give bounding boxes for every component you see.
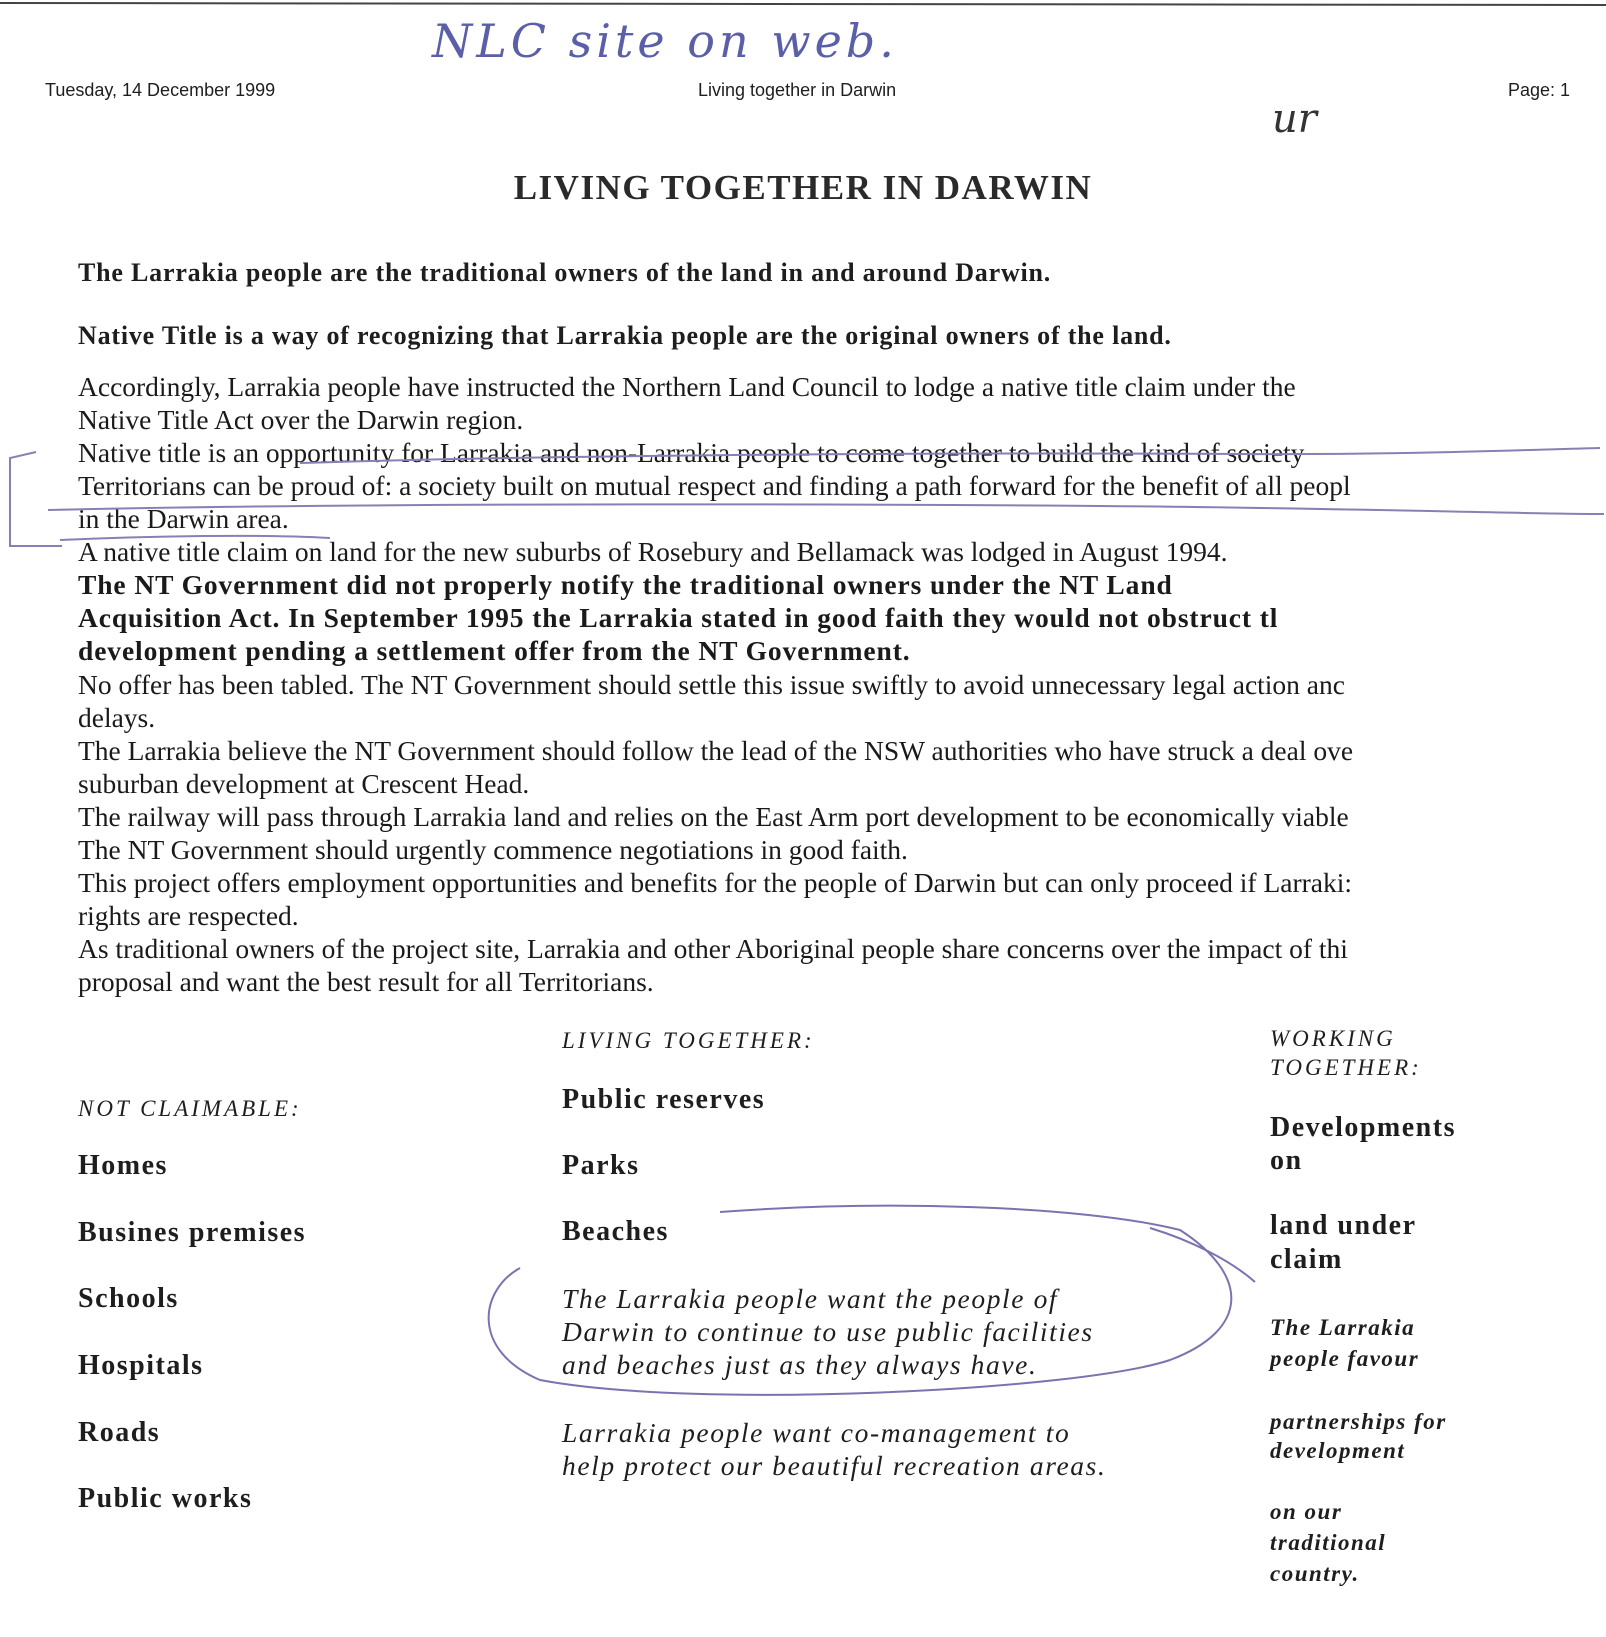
working-together-note: partnerships for — [1270, 1409, 1447, 1434]
body-line: proposal and want the best result for all Territorians. — [78, 966, 654, 997]
working-together-heading: WORKING — [1270, 1026, 1396, 1051]
handwritten-note: NLC site on web. — [432, 14, 898, 68]
not-claimable-item: Schools — [78, 1283, 179, 1314]
lead-line-1: The Larrakia people are the traditional owners of the land in and around Darwin. — [78, 258, 1052, 287]
working-together-item: on — [1270, 1145, 1303, 1176]
circle-mark — [1150, 1228, 1255, 1282]
body-line: As traditional owners of the project site, Larrakia and other Aboriginal people share concerns over the impact of thi — [78, 933, 1348, 964]
working-together-item: claim — [1270, 1244, 1343, 1275]
header-page-number: Page: 1 — [1508, 80, 1571, 100]
body-line: The NT Government should urgently commence negotiations in good faith. — [78, 834, 908, 865]
working-together-item: land under — [1270, 1210, 1417, 1241]
body-line-bold: development pending a settlement offer from the NT Government. — [78, 635, 911, 666]
working-together-item: Developments — [1270, 1112, 1456, 1143]
body-line: in the Darwin area. — [78, 503, 289, 534]
living-together-para-line: and beaches just as they always have. — [562, 1349, 1038, 1380]
body-line: This project offers employment opportunities and benefits for the people of Darwin but can only proceed if Larraki: — [78, 867, 1353, 898]
not-claimable-item: Public works — [78, 1483, 253, 1514]
body-line: Territorians can be proud of: a society built on mutual respect and finding a path forward for the benefit of all peopl — [78, 470, 1351, 501]
working-together-note: The Larrakia — [1270, 1315, 1416, 1340]
living-together-para-line: The Larrakia people want the people of — [562, 1283, 1059, 1314]
body-line: delays. — [78, 702, 156, 733]
margin-bracket — [10, 452, 62, 546]
not-claimable-item: Hospitals — [78, 1350, 204, 1381]
handwritten-initials: ur — [1272, 96, 1317, 142]
body-line: The railway will pass through Larrakia land and relies on the East Arm port development to be economically viable — [78, 801, 1349, 832]
living-together-para-line: help protect our beautiful recreation areas. — [562, 1450, 1107, 1481]
not-claimable-item: Homes — [78, 1150, 168, 1181]
lead-line-2: Native Title is a way of recognizing that Larrakia people are the original owners of the land. — [78, 321, 1172, 350]
body-line-bold: The NT Government did not properly notify the traditional owners under the NT Land — [78, 569, 1173, 600]
body-line: rights are respected. — [78, 900, 299, 931]
living-together-para-line: Darwin to continue to use public facilities — [562, 1316, 1094, 1347]
living-together-heading: LIVING TOGETHER: — [562, 1028, 815, 1053]
working-together-note: country. — [1270, 1561, 1360, 1586]
working-together-note: development — [1270, 1438, 1406, 1463]
working-together-heading: TOGETHER: — [1270, 1055, 1422, 1080]
living-together-item: Parks — [562, 1150, 640, 1181]
body-line: Native Title Act over the Darwin region. — [78, 404, 524, 435]
living-together-item: Beaches — [562, 1216, 669, 1247]
body-line: Native title is an opportunity for Larrakia and non-Larrakia people to come together to build the kind of society — [78, 437, 1305, 468]
body-line-bold: Acquisition Act. In September 1995 the Larrakia stated in good faith they would not obstruct tl — [78, 602, 1279, 633]
body-line: A native title claim on land for the new suburbs of Rosebury and Bellamack was lodged in August 1994. — [78, 536, 1228, 567]
living-together-para-line: Larrakia people want co-management to — [562, 1417, 1071, 1448]
working-together-note: traditional — [1270, 1530, 1387, 1555]
not-claimable-item: Roads — [78, 1417, 161, 1448]
body-line: No offer has been tabled. The NT Government should settle this issue swiftly to avoid unnecessary legal action anc — [78, 669, 1345, 700]
not-claimable-item: Busines premises — [78, 1217, 307, 1248]
top-edge-line — [0, 3, 1606, 5]
body-line: Accordingly, Larrakia people have instructed the Northern Land Council to lodge a native title claim under the — [78, 371, 1296, 402]
page-title: LIVING TOGETHER IN DARWIN — [513, 168, 1093, 207]
body-line: suburban development at Crescent Head. — [78, 768, 530, 799]
body-line: The Larrakia believe the NT Government should follow the lead of the NSW authorities who have struck a deal ove — [78, 735, 1354, 766]
working-together-note: on our — [1270, 1499, 1343, 1524]
not-claimable-heading: NOT CLAIMABLE: — [78, 1096, 302, 1121]
living-together-item: Public reserves — [562, 1084, 766, 1115]
header-running-title: Living together in Darwin — [698, 80, 897, 100]
working-together-note: people favour — [1270, 1346, 1420, 1371]
header-date: Tuesday, 14 December 1999 — [45, 80, 276, 100]
